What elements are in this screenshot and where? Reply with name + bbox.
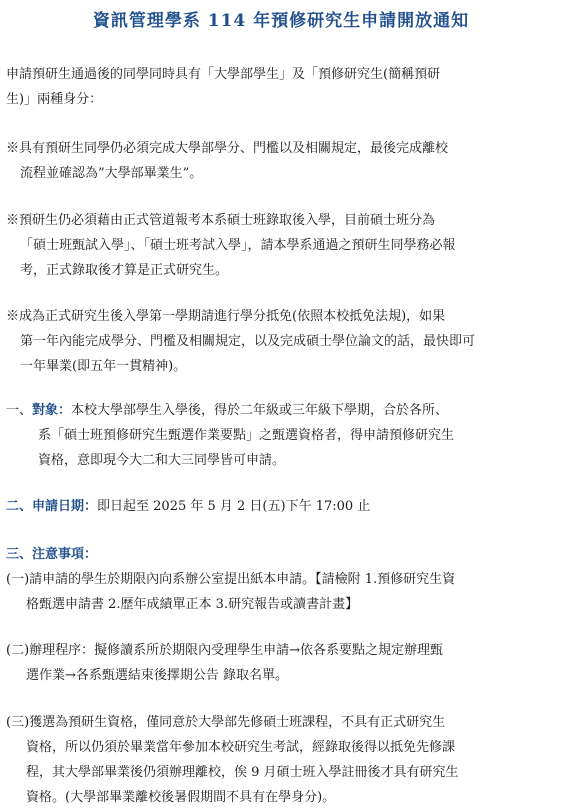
note-paragraph-3 [6,304,556,379]
notes-item-line: 選作業→各系甄選結束後擇期公告 錄取名單。 [26,668,289,683]
note-line: 考，正式錄取後才算是正式研究生。 [20,263,229,278]
section-target-label: 對象： [32,403,72,418]
section-notes [6,542,556,617]
notes-item-line: 程，其大學部畢業後仍須辦理離校，俟 9 月碩士班入學註冊後才具有研究生 [26,765,459,780]
intro-paragraph [6,62,556,112]
section-number: 一、 [6,403,33,418]
page-title: 資訊管理學系 114 年預修研究生申請開放通知 [92,11,470,31]
section-date [6,494,556,519]
note-line: 流程並確認為”大學部畢業生”。 [20,166,203,181]
notes-item-line: 資格。(大學部畢業離校後暑假期間不具有在學身分)。 [26,790,336,805]
notes-item-line: (二)辦理程序：擬修讀系所於期限內受理學生申請→依各系要點之規定辦理甄 [6,643,444,658]
note-line: 一年畢業(即五年一貫精神)。 [20,359,187,374]
notes-item-2 [6,638,556,688]
section-target-line: 系「碩士班預修研究生甄選作業要點」之甄選資格者，得申請預修研究生 [38,428,455,443]
note-line: ※預研生仍必須藉由正式管道報考本系碩士班錄取後入學，目前碩士班分為 [6,213,436,228]
section-target-text: 本校大學部學生入學後，得於二年級或三年級下學期，合於各所、 [71,403,449,418]
notes-item-line: (三)獲選為預研生資格，僅同意於大學部先修碩士班課程，不具有正式研究生 [6,715,446,730]
notes-item-line: 格甄選申請書 2.歷年成績單正本 3.研究報告或讀書計畫】 [26,597,359,612]
note-line: 「碩士班甄試入學」、「碩士班考試入學」，請本學系通過之預研生同學務必報 [20,238,456,253]
notes-item-line: 資格，所以仍須於畢業當年參加本校研究生考試，經錄取後得以抵免先修課 [26,740,456,755]
section-target-line [6,398,556,423]
section-date-line [6,494,556,519]
note-paragraph-2 [6,208,556,283]
notes-item-3 [6,710,556,810]
notes-item-line: (一)請申請的學生於期限內向系辦公室提出紙本申請。【請檢附 1.預修研究生資 [6,572,456,587]
section-notes-label: 三、注意事項： [6,547,98,562]
intro-line: 生)」兩種身分： [6,92,103,107]
note-line: ※具有預研生同學仍必須完成大學部學分、門檻以及相關規定，最後完成離校 [6,141,449,156]
section-date-label: 二、申請日期： [6,499,98,514]
note-line: ※成為正式研究生後入學第一學期請進行學分抵免(依照本校抵免法規)，如果 [6,309,446,324]
note-paragraph-1 [6,136,556,186]
intro-line: 申請預研生通過後的同學同時具有「大學部學生」及「預修研究生(簡稱預研 [6,67,441,82]
section-date-text: 即日起至 2025 年 5 月 2 日(五)下午 17:00 止 [97,499,371,514]
section-target-line: 資格，意即現今大二和大三同學皆可申請。 [38,453,286,468]
note-line: 第一年內能完成學分、門檻及相關規定，以及完成碩士學位論文的話，最快即可 [20,334,476,349]
section-target [6,398,556,473]
